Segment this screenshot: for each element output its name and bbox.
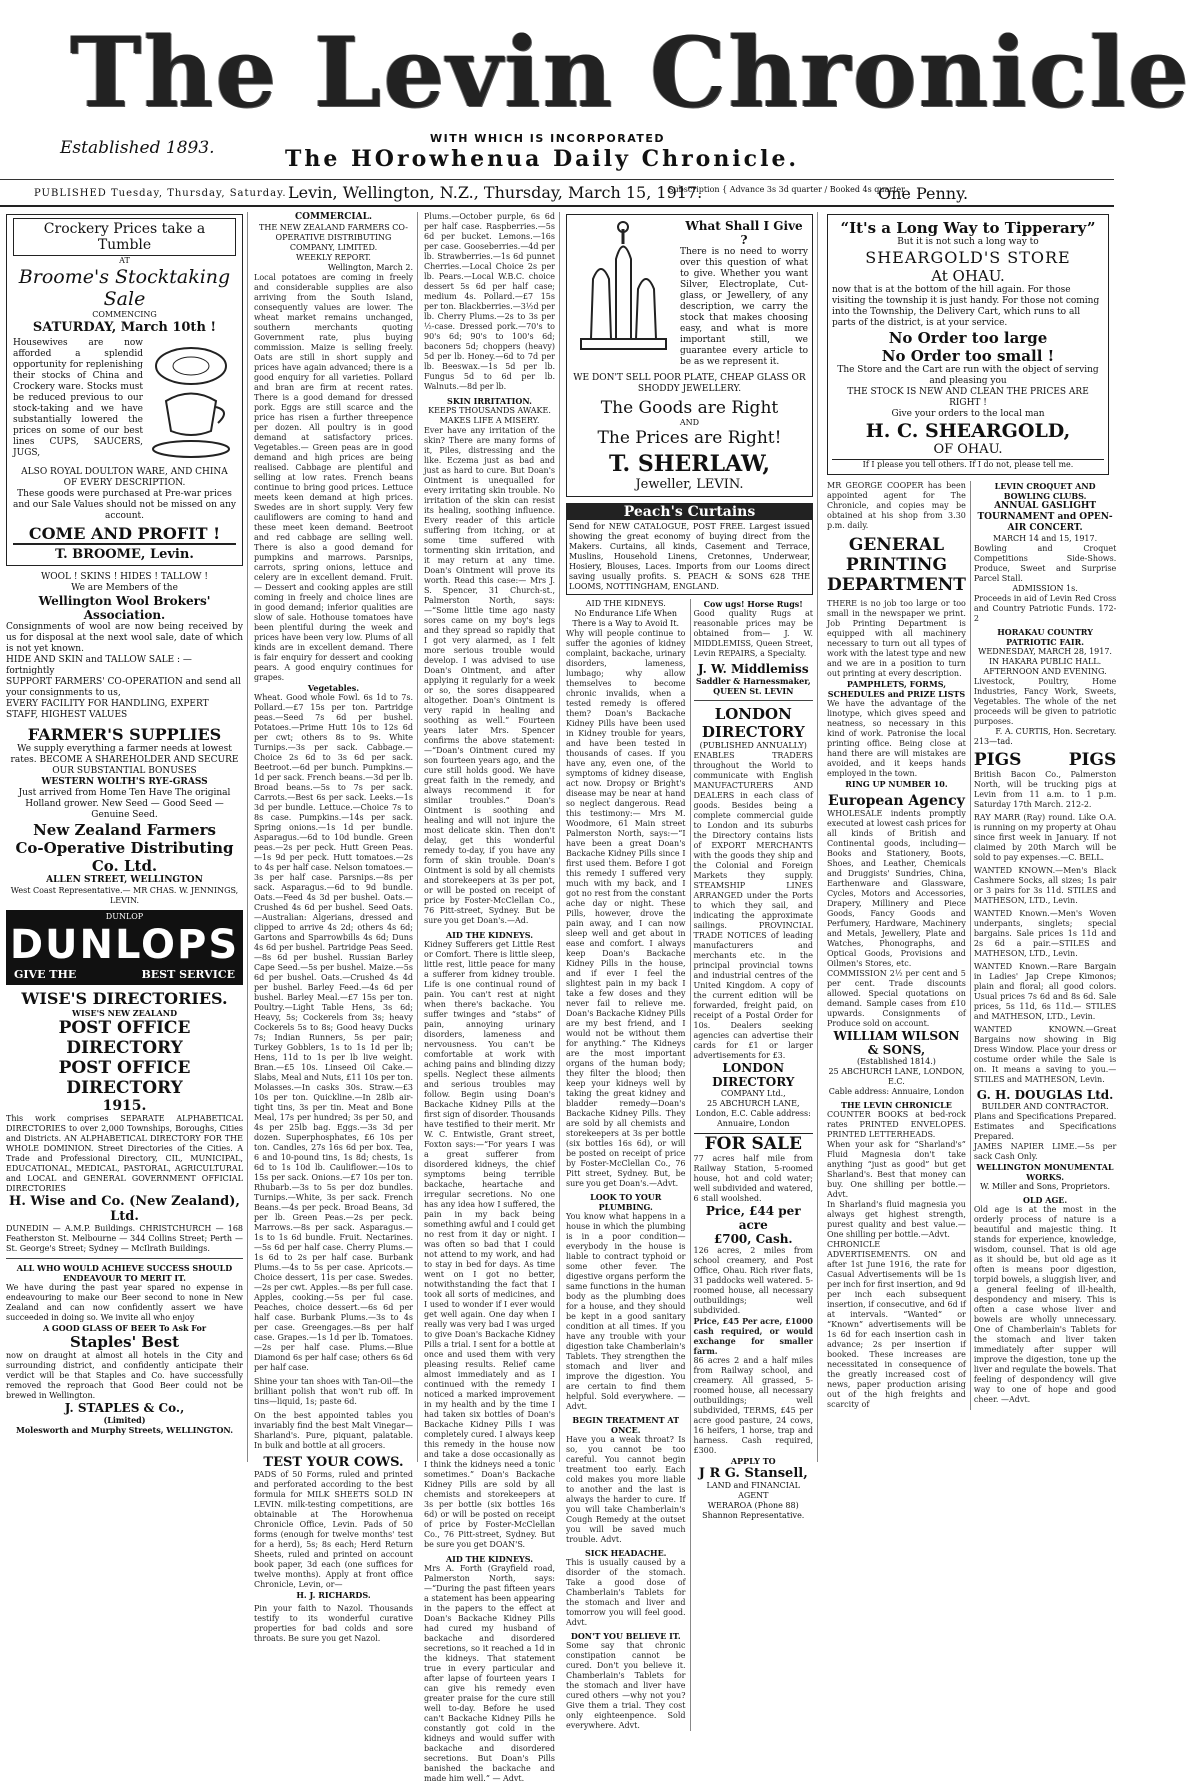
- pigs-body: British Bacon Co., Palmerston North, will be trucking pigs at Levin from 11 a.m. to 1 p.m. Saturday 17th March. 212-2.: [973, 770, 1117, 809]
- wanted-2: WANTED Known.—Men's Woven underpants, singlets; special bargains. Sale prices 1s 11d and 2s 6d a pair.—STILES and MATHESON, LTD., Levin.: [973, 909, 1117, 958]
- nazol-ad: Pin your faith to Nazol. Thousands testify to its wonderful curative properties for bad colds and sore throats. Be sure you get Nazol.: [254, 1604, 413, 1643]
- goods-right: The Goods are Right: [600, 398, 779, 418]
- crockery-illustration: [146, 341, 236, 461]
- broome-head2: Broome's Stocktaking Sale: [18, 266, 231, 310]
- stansell-sub: LAND and FINANCIAL AGENT: [706, 1481, 800, 1500]
- sale1-price: Price, £44 per acre: [705, 1204, 801, 1232]
- croquet-proc: Proceeds in aid of Levin Red Cross and Country Patriotic Funds. 172-2: [973, 594, 1117, 623]
- market-sign: F. A. CURTIS, Hon. Secretary.: [995, 727, 1117, 736]
- wise-sub: WISE'S NEW ZEALAND: [71, 1008, 178, 1018]
- malt-vinegar-ad: On the best appointed tables you invariably find the best Malt Vinegar—Sharland's. Pure, piquant, palatable. In bulk and bottle at all grocers.: [254, 1411, 413, 1450]
- admission: ADMISSION 1s.: [1012, 584, 1078, 593]
- sherlaw-ad: [566, 214, 813, 497]
- cows-body: Good quality Rugs at reasonable prices may be obtained from— J. W. MIDDLEMISS, Queen Street, Levin REPAIRS, a Specialty.: [693, 609, 813, 658]
- euro-comm: COMMISSION 2½ per cent and 5 per cent. Trade discounts allowed. Special quotations on demand. Sample cases from £10 upwards. Consignments of Produce sold on account.: [827, 969, 966, 1028]
- staples-top: ALL WHO WOULD ACHIEVE SUCCESS SHOULD ENDEAVOUR TO MERIT IT.: [16, 1263, 233, 1283]
- cruet-illustration: [571, 219, 676, 369]
- shear-stock: THE STOCK IS NEW AND CLEAN THE PRICES ARE RIGHT !: [847, 387, 1089, 408]
- old-head: OLD AGE.: [1022, 1195, 1068, 1205]
- london-head2: DIRECTORY: [701, 723, 805, 741]
- skin-body: Ever have any irritation of the skin? There are many forms of it, Piles, distressing and the like. Eczema just as bad and just as hard to cure. But Doan's Ointment is unequalled for every irritating skin trouble. No irritation of the skin can resist its healing, soothing influence. Every reader of this article suffering from itching, or at some time suffered with tormenting skin irritation, and it may return at any time. Doan's Ointment will prove its worth. Read this case:— Mrs J. S. Spencer, 31 Church-st., Palmerston North, says:—“Some little time ago nasty sores came on my boy's legs and they spread so rapidly that I got very alarmed, as I felt more serious trouble would develop. I was advised to use Doan's Ointment, and after applying it regularly for a week or so, the sores disappeared altogether. Doan's Ointment is very rapid in healing and soothing as well.” Fourteen years later Mrs. Spencer confirms the above statement:—“Doan's Ointment cured my son fourteen years ago, and the cure still holds good. We have great faith in the remedy, and always recommend it for similar troubles.” Doan's Ointment is soothing and healing and will not injure the most delicate skin. Then don't delay, get this wonderful remedy to-day, if you have any form of skin trouble. Doan's Ointment is sold by all chemists and storekeepers at 3s per pot, or will be posted on receipt of price by Foster-McClellan Co., 76 Pitt-street, Sydney. But be sure you get Doan's.—Ad.: [424, 426, 555, 925]
- dunlop-top: DUNLOP: [105, 912, 144, 921]
- newspaper-title: The Levin Chronicle: [70, 16, 1191, 129]
- stansell-addr: WERAROA (Phone 88) Shannon Representative.: [702, 1501, 805, 1520]
- dunlop-best: BEST SERVICE: [141, 968, 235, 981]
- broome-body: Housewives are now afforded a splendid opportunity for replenishing their stocks of China and Crockery ware. Stocks must be reduced previous to our stock-taking and we have substantially lowered the prices on some of our best lines CUPS, SAUCERS, JUGS,: [13, 338, 143, 458]
- douglas-sub: BUILDER AND CONTRACTOR.: [981, 1102, 1109, 1111]
- tipp-sub: But it is not such a long way to: [897, 237, 1039, 247]
- broome-come: COME AND PROFIT !: [13, 524, 236, 545]
- issue-price: One Penny.: [878, 184, 969, 203]
- established-line: Established 1893.: [60, 138, 215, 158]
- skin-sub: KEEPS THOUSANDS AWAKE. MAKES LIFE A MISERY.: [428, 406, 551, 425]
- chron-body: COUNTER BOOKS at bed-rock rates PRINTED ENVELOPES. PRINTED LETTERHEADS.: [827, 1110, 966, 1139]
- kidney3-head: AID THE KIDNEYS.: [585, 599, 666, 608]
- column-5: [823, 212, 1117, 1462]
- farmers-just: Just arrived from Home Ten Have The original Holland grower. New Seed — Good Seed — Genuine Seed.: [18, 788, 231, 820]
- column-4: [562, 212, 818, 1730]
- prices-list: Wheat. Good whole Fowl. 6s 1d to 7s. Pollard.—£7 15s per ton. Partridge peas.—Seed 7s 6d per bushel. Potatoes.—Prime Hutt 10s to 12s 6d per cwt; others 8s to 9s. White Turnips.—3s per sack. Cabbage.—Choice 2s 6d to 3s 6d per sack. Beetroot.—6d per bunch. Pumpkins.—1d per sack. French beans.—3d per lb. Broad beans.—5s to 7s per sack. Carrots.—Best 6s per sack. Leeks.—1s 3d per bundle. Lettuce.—Choice 7s to 8s case. Pumpkins.—14s per sack. Spring onions.—1s 1d per bundle. Asparagus.—6d to 10d bundle. Green peas.—2s per peck. Hutt Green Peas.—1s 9d per peck. Hutt tomatoes.—2s to 4s per half case. Nelson tomatoes.—3s per half case. Parsnips.—8s per sack. Asparagus.—6d to 9d bundle. Oats.—Feed 4s 3d per bushel. Oats.—Crushed 4s 6d per bushel. Seed Oats.—Australian: Algerians, dressed and clipped to arrive 4s 2d; others 4s 6d; Gartons and Sparrowbills 4s 6d; Duns 4s 6d per bushel. Partridge Peas Seed.—8s 6d per bushel. Russian Barley Cape Seed.—5s per bushel. Maize.—5s 6d per bushel. Oats.—Crushed 4s 4d per bushel. Barley Feed.—4s 6d per bushel. Barley Meal.—£7 15s per ton. Poultry.—Light Table Hens, 3s 6d; Heavy, 5s; Cockerels from 3s; heavy Cockerels 5s to 8s; Good heavy Ducks 7s; Indian Runners, 5s per pair; Turkey Gobblers, 1s to 1s 1d per lb; Hens, 11d to 1s per lb live weight. Bran.—£5 10s. Linseed Oil Cake.—Slabs, Meal and Nuts, £11 10s per ton. Molasses.—In casks 30s. Straw.—£3 10s per ton. Quickline.—In 28lb air-tight tins, 3s per tin. Meat and Bone Meal, 17s per hundred; 3s per 50, and 4s per 25lb bag. Eggs.—3s 3d per dozen. Superphosphates, £6 10s per ton. Candles, 27s 16s 6d per box. Tea, 6 and 10-pound tins, 1s 8d; chests, 1s 6d to 1s 10d lb. Cauliflower.—10s to 15s per sack. Onions.—£7 10s per ton. Rhubarb.—3s to 5s per doz bundles. Turnips.—White, 3s per sack. French Beans.—4s per peck. Broad Beans, 3d per lb. Green Peas.—2s per peck. Marrows.—8s per sack. Asparagus.—1s to 1s 6d bundle. Fruit. Nectarines.—5s 6d per half case. Cherry Plums.—1s 6d to 2s per half case. Burbank Plums.—4s to 5s per case. Apricots.—Choice dessert, 11s per case. Swedes.—2s per cwt. Apples.—8s per full case. Apples, cooking.—5s per ful case. Peaches, choice dessert.—6s 6d per half case. Burbank Plums.—3s to 4s per case. Greengages.—8s per half case. Grapes.—1s 1d per lb. Tomatoes.—2s per half case. Plums.—Blue Diamond 6s per half case; others 6s 6d per half case.: [254, 693, 413, 1372]
- staples-body: We have during the past year spared no expense in endeavouring to make our Beer second to none in New Zealand and can now confidently assert we have succeeded in doing so. We invite all who enjoy: [6, 1283, 243, 1322]
- gen-we: We have the advantage of the linotype, which gives speed and neatness, so necessary in this kind of work. Patronise the local printing office. Being close at hand there are will mistakes are avoided, and it keeps hands employed in the town.: [827, 699, 966, 778]
- nzf-head: New Zealand Farmers: [33, 821, 216, 839]
- sale1-cash: £700, Cash.: [713, 1232, 793, 1246]
- shear-at: At OHAU.: [931, 267, 1005, 285]
- london-sub: (PUBLISHED ANNUALLY): [699, 741, 807, 750]
- market-hall: IN HAKARA PUBLIC HALL.: [989, 657, 1102, 666]
- kidney2-head: AID THE KIDNEYS.: [445, 1554, 534, 1564]
- monument-sub: W. Miller and Sons, Proprietors.: [980, 1182, 1111, 1191]
- column-2: [250, 212, 418, 1643]
- sale-head: FOR SALE: [694, 1133, 814, 1154]
- farmers-body: We supply everything a farmer needs at lowest rates. BECOME A SHAREHOLDER AND SECURE OUR SUBSTANTIAL BONUSES: [10, 744, 239, 776]
- wise-sign: H. Wise and Co. (New Zealand), Ltd.: [9, 1194, 240, 1224]
- sale3: 86 acres 2 and a half miles from Railway school, and creamery. All grassed, 5-roomed house, all necessary outbuildings; well subdivided, TERMS, £45 per acre good pasture, 24 cows, 16 heifers, 1 horse, trap and harness. Cash required, £300.: [693, 1356, 813, 1455]
- prices-head: Vegetables.: [307, 683, 360, 693]
- croquet-sub: ANNUAL GASLIGHT TOURNAMENT and OPEN-AIR CONCERT.: [977, 501, 1113, 533]
- wool-members: We are Members of the: [71, 583, 178, 593]
- market-time: AFTERNOON AND EVENING.: [983, 667, 1107, 676]
- farmers-rye: WESTERN WOLTH'S RYE-GRASS: [41, 777, 208, 787]
- market-date: WEDNESDAY, MARCH 28, 1917.: [978, 647, 1112, 656]
- sale1: 77 acres half mile from Railway Station, 5-roomed house, hot and cold water; well subdivided and watered, 6 stall woolshed.: [693, 1154, 813, 1203]
- broome-note: These goods were purchased at Pre-war prices and our Sale Values should not be missed on any account.: [13, 489, 236, 521]
- sick-head: SICK HEADACHE.: [585, 1548, 667, 1558]
- pigs-head: PIGS PIGS: [973, 750, 1117, 770]
- london-head1: LONDON: [714, 705, 792, 723]
- peach-ad: [566, 503, 813, 595]
- douglas-body: Plans and Specifications Prepared. Estimates and Specifications Prepared.: [973, 1112, 1117, 1141]
- dateline-bar: [0, 179, 1114, 207]
- no-small: No Order too small !: [881, 347, 1055, 365]
- market-ref: 213—tad.: [973, 737, 1013, 746]
- wise-body: This work comprises SEPARATE ALPHABETICAL DIRECTORIES to over 2,000 Townships, Boroughs, Cities and Districts. AN ALPHABETICAL DIRECTORY FOR THE WHOLE DOMINION. Street Directories of the Cities. A Trade and Professional Directory, CIL, MUNICIPAL, EDUCATIONAL, MEDICAL, PASTORAL, AGRICULTURAL and LOCAL and GENERAL GOVERNMENT OFFICIAL DIRECTORIES: [6, 1114, 243, 1193]
- sale2: 126 acres, 2 miles from school creamery, and Post Office, Ohau. Rich river flats, 31 paddocks well watered. 5-roomed house, all necessary outbuildings; well subdivided.: [693, 1246, 813, 1315]
- report-body: Local potatoes are coming in freely and considerable supplies are also arriving from the South Island, consequently values are lower. The wheat market remains unchanged, southern merchants quoting Government rate, plus buying commission. Maize is selling freely. Oats are still in short supply and prices have again advanced; there is a good enquiry for all varieties. Pollard and bran are firm at recent rates. There is a good demand for dressed pork. Eggs are still scarce and the price has risen a further threepence per dozen. All poultry is in good demand at satisfactory prices. Vegetables.— Green peas are in good demand and high prices are being realised. Cabbage are plentiful and selling at low rates. French beans continue to bring good prices. Lettuce meets keen demand at high prices. Swedes are in short supply. Very few cauliflowers are coming to hand and these meet keen demand. Beetroot and red cabbage are selling well. There is also a good demand for pumpkins and marrows. Parsnips, carrots, spring onions, lettuce and celery are in excellent demand. Fruit.— Dessert and cooking apples are still coming in freely and choice lines are in good demand; inferior qualities are slow of sale. Hothouse tomatoes have been plentiful during the week and prices have been very low. Plums of all kinds are in excellent demand. There is fair enquiry for dessert and cooking pears. A good enquiry continues for grapes.: [254, 273, 413, 682]
- column-3: [420, 212, 560, 1783]
- endure-body: Why will people continue to suffer the agonies of kidney complaint, backache, urinary disorders, lameness, lumbago; why allow themselves to become chronic invalids, when a tested remedy is offered them? Doan's Backache Kidney Pills have been used in Kidney trouble for years, and have been tested in thousands of cases. If you have any, even one, of the symptoms of kidney disease, act now. Dropsy or Bright's disease may be near at hand so neglect dangerous. Read this testimony:— Mrs M. Woodmore, 61 Main street Palmerston North, says:—“I have been a great Doan's Backache Kidney Pills since I first used them. Before I got this remedy I suffered very much with my back, and I got no rest from the constant ache day or night. These Pills, however, drove the pain away, and I can now sleep well and get about in ease and comfort. I always keep Doan's Backache Kidney Pills in the house, and if ever I feel the slightest pain in my back I take a few doses and they never fail to relieve me. Doan's Backache Kidney Pills are my best friend, and I would not be without them for anything.” The Kidneys are the most important organs of the human body; they filter the blood; then keep your kidneys well by taking the great kidney and bladder remedy—Doan's Backache Kidney Pills. They are sold by all chemists and storekeepers at 3s per bottle (six bottles 16s 6d), or will be posted on receipt of price by Foster-McClellan Co., 76 Pitt street, Sydney. But, be sure you get Doan's.—Advt.: [566, 629, 686, 1188]
- wanted-1: WANTED KNOWN.—Men's Black Cashmere Socks, all sizes; 1s pair or 3 pairs for 3s 11d. STILES and MATHESON, LTD., Levin.: [973, 866, 1117, 905]
- tan-oil-ad: Shine your tan shoes with Tan-Oil—the brilliant polish that won't rub off. In tins—liquid, 1s; paste 6d.: [254, 1377, 413, 1406]
- broome-at: AT: [119, 256, 130, 265]
- dunlop-give: GIVE THE: [14, 968, 77, 981]
- london-co: LONDON DIRECTORY: [712, 1061, 795, 1089]
- sheargold-ad: [827, 214, 1109, 475]
- farmers-head: FARMER'S SUPPLIES: [27, 725, 222, 744]
- london-addr: 25 ABCHURCH LANE, London, E.C. Cable address: Annuaire, London: [695, 1099, 811, 1128]
- wanted-3: WANTED Known.—Rare Bargain in Ladies' Jap Crepe Kimonos; plain and floral; all good colors. Usual prices 7s 6d and 8s 6d. Sale prices, 5s 11d, 6s 11d.— STILES and MATHESON, LTD., Levin.: [973, 962, 1117, 1021]
- staples-addr: Molesworth and Murphy Streets, WELLINGTON.: [15, 1425, 234, 1435]
- we-dont: WE DON'T SELL POOR PLATE, CHEAP GLASS OR SHODDY JEWELLERY.: [573, 373, 806, 394]
- dont-head: DON'T YOU BELIEVE IT.: [570, 1631, 681, 1641]
- magnesia-ad: When your ask for “Sharland's” Fluid Magnesia don't take anything “just as good” but get Sharland's. Best that money can buy. One shilling per bottle.—Advt.: [827, 1140, 966, 1199]
- wise-head: WISE'S DIRECTORIES.: [21, 989, 228, 1008]
- issue-date: Levin, Wellington, N.Z., Thursday, March 15, 1917.: [288, 183, 703, 202]
- commercial-head: COMMERCIAL.: [294, 212, 373, 222]
- peach-head: Peach's Curtains: [567, 504, 812, 520]
- napier-lime: JAMES NAPIER LIME.—5s per sack Cash Only.: [973, 1142, 1117, 1161]
- midd-addr: QUEEN St. LEVIN: [713, 686, 794, 696]
- wws-name: WILLIAM WILSON & SONS,: [833, 1029, 960, 1057]
- endure-head: No Endurance Life When There is a Way to Avoid It.: [572, 609, 680, 628]
- skin-head: SKIN IRRITATION.: [447, 396, 532, 406]
- stansell-name: J R G. Stansell,: [698, 1466, 808, 1481]
- monument-name: WELLINGTON MONUMENTAL WORKS.: [976, 1162, 1114, 1182]
- wise-year: 1915.: [102, 1098, 147, 1114]
- begin-head: BEGIN TREATMENT AT ONCE.: [572, 1415, 680, 1435]
- daily-chronicle-title: The HOrowhenua Daily Chronicle.: [285, 146, 800, 172]
- wws-est: (Established 1814.): [856, 1057, 936, 1066]
- weekly-report: WEEKLY REPORT.: [296, 253, 371, 262]
- shear-cart: The Store and the Cart are run with the object of serving and pleasing you: [837, 365, 1099, 386]
- sherlaw-name: T. SHERLAW,: [609, 451, 770, 477]
- nzf-rep: West Coast Representative.— MR CHAS. W. JENNINGS, LEVIN.: [10, 886, 239, 905]
- market-head: HORAKAU COUNTRY PATRIOTIC FAIR.: [997, 627, 1093, 647]
- euro-head: European Agency: [828, 793, 965, 809]
- wise-pod2: POST OFFICE DIRECTORY: [58, 1058, 191, 1098]
- subscription-rates: Subscription { Advance 3s 3d quarter / Booked 4s quarter: [668, 185, 905, 194]
- staples-ltd: (Limited): [103, 1415, 146, 1425]
- ray-marr: RAY MARR (Ray) round. Like O.A. is running on my property at Ohau since first week in January. If not claimed by 20th March will be sold to pay expenses.—C. BELL.: [973, 813, 1117, 862]
- broome-date: SATURDAY, March 10th !: [32, 320, 217, 335]
- shear-name: H. C. SHEARGOLD,: [865, 420, 1071, 442]
- chron-head: THE LEVIN CHRONICLE: [841, 1100, 952, 1110]
- sick-body: This is usually caused by a disorder of the stomach. Take a good dose of Chamberlain's Tablets for the stomach and liver and tomorrow you will feel good. Advt.: [566, 1558, 686, 1627]
- midd-head: J. W. Middlemiss: [697, 662, 809, 676]
- staples-name: Staples' Best: [69, 1333, 180, 1351]
- nzf-addr: ALLEN STREET, WELLINGTON: [46, 875, 203, 885]
- apply-to: APPLY TO: [730, 1456, 776, 1466]
- wool-support: SUPPORT FARMERS' CO-OPERATION and send all your consignments to us,: [6, 677, 241, 698]
- wool-assoc: Wellington Wool Brokers' Association.: [38, 594, 211, 622]
- ring-up: RING UP NUMBER 10.: [845, 779, 948, 789]
- gen-head: GENERAL PRINTING DEPARTMENT: [827, 535, 966, 595]
- wws-addr: 25 ABCHURCH LANE, LONDON, E.C.: [828, 1067, 965, 1086]
- wool-head: WOOL ! SKINS ! HIDES ! TALLOW !: [41, 572, 208, 582]
- shear-body: now that is at the bottom of the hill again. For those visiting the township it is just handy. For those not coming into the Township, the Delivery Cart, which runs to all parts of the district, is at your service.: [832, 285, 1100, 328]
- broome-head1: Crockery Prices take a Tumble: [13, 218, 236, 256]
- dunlop-logo: DUNLOPS: [9, 922, 240, 968]
- test-head: TEST YOUR COWS.: [263, 1455, 404, 1470]
- wise-pod1: POST OFFICE DIRECTORY: [58, 1018, 191, 1058]
- jeweller-line: Jeweller, LEVIN.: [635, 477, 744, 492]
- fruit-prices: Plums.—October purple, 6s 6d per half case. Raspberries.—5s 6d per bucket. Lemons.—16s per case. Gooseberries.—4d per lb. Strawberries.—1s 6d punnet Cherries.—Local Choice 2s per lb. Pears.—Local W.B.C. choice dessert 5s 6d per half case; medium 4s. Pollard.—£7 15s per ton. Blackberries.—3½d per lb. Cherry Plums.—2s to 3s per ½-case. Dressed pork.—70's to 90's 6d; 90's to 100's 6d; baconers 5d; choppers (heavy) 5d per lb. Honey.—6d to 7d per lb. Beeswax.—1s 5d per lb. Fungus 5d to 6d per lb. Walnuts.—8d per lb.: [424, 212, 555, 391]
- market-body: Livestock, Poultry, Home Industries, Fancy Work, Sweets, Vegetables. The whole of the net proceeds will be given to patriotic purposes.: [973, 677, 1117, 726]
- nzf-head2: Co-Operative Distributing Co. Ltd.: [15, 839, 234, 875]
- and-line: AND: [679, 418, 700, 427]
- croquet-body: Bowling and Croquet Competitions Side-Shows. Produce, Sweet and Surprise Parcel Stall.: [973, 544, 1117, 583]
- eczema-ad: In Sharland's fluid magnesia you always get highest strength, purest quality and best value.—One shilling per bottle.—Advt.: [827, 1200, 966, 1239]
- what-head: What Shall I Give ?: [685, 219, 803, 247]
- no-large: No Order too large: [888, 329, 1048, 347]
- croquet-date: MARCH 14 and 15, 1917.: [993, 534, 1098, 543]
- test-body: PADS of 50 Forms, ruled and printed and perforated according to the best formula for MILK SHEETS SOLD IN LEVIN. milk-testing competitions, are obtainable at The Horowhenua Chronicle Office, Levin. Pads of 50 forms (enough for twelve months' test for a herd), 5s; 8s each; Herd Return Sheets, ruled and printed on account book paper, 3d each (one suffices for twelve months). Apply at front office Chronicle, Levin, or—: [254, 1470, 413, 1589]
- douglas-name: G. H. DOUGLAS Ltd.: [976, 1088, 1114, 1102]
- staples-glass: A GOOD GLASS OF BEER To Ask For: [42, 1323, 207, 1333]
- croquet-head: LEVIN CROQUET AND BOWLING CLUBS.: [994, 481, 1096, 501]
- wws-cable: Cable address: Annuaire, London: [828, 1087, 965, 1096]
- kidney-body: Kidney Sufferers get Little Rest or Comfort. There is little sleep, little rest, little peace for many a sufferer from kidney trouble. Life is one continual round of pain. You can't rest at night when there's backache. You suffer twinges and “stabs” of pain, annoying urinary disorders, lameness and nervousness. You can't be comfortable at work with aching pains and blinding dizzy spells. Neglect these ailments and serious troubles may follow. Begin using Doan's Backache Kidney Pills at the first sign of disorder. Thousands have testified to their merit. Mr W. C. Entwistle, Grant street, Foxton says:—“For years I was a great sufferer from disordered kidneys, the chief symptoms being terrible backache, heartache and irregular secretions. No one has any idea how I suffered, the pain in my back being something awful and I could get no rest from it day or night. I was often so bad that I could not attend to my work, and had to stay in bed for days. As time went on I got no better, notwithstanding the fact that I took all sorts of medicines, and I used to wonder if I ever would get well again. One day when I really was very bad I was urged to give Doan's Backache Kidney Pills a trial. I sent for a bottle at once and used them with very pleasing results. Relief came almost immediately and as I continued with the remedy I noticed a marked improvement in my health and by the time I had taken six bottles of Doan's Backache Kidney Pills I was completely cured. I always keep this remedy in the house now and take a dose occasionally as I think the kidneys need a tonic sometimes.” Doan's Backache Kidney Pills are sold by all chemists and storekeepers at 3s per bottle (six bottles 16s 6d) or will be posted on receipt of price by Foster-McClellan Co., 76 Pitt-street, Sydney. But be sure you get DOAN'S.: [424, 940, 555, 1549]
- gen-body: THERE is no job too large or too small in the newspaper we print. Job Printing Department is equipped with all machinery necessary to turn out all types of work with the latest type and new and we are in a position to turn out printing at every description.: [827, 599, 966, 678]
- midd-sub: Saddler & Harnessmaker,: [695, 676, 811, 686]
- gen-pamph: PAMPHLETS, FORMS, SCHEDULES and PRIZE LISTS: [827, 679, 966, 699]
- kidney2-body: Mrs A. Forth (Grayfield road, Palmerston North, says:—“During the past fifteen years a statement has been appearing in the papers to the effect at Doan's Backache Kidney Pills had cured my husband of backache and disordered secretions, so it reached a 1d in the kidneys. That statement true in every particular and after lapse of fourteen years I can give his remedy even greater praise for the cure still well to-day. Before he used can't Backache Kidney Pills he constantly got cold in the kidneys and would suffer with backache and disordered secretions. But Doan's Pills banished the backache and made him well.” — Advt.: [424, 1564, 555, 1783]
- staples-sign: J. STAPLES & Co.,: [64, 1401, 185, 1415]
- prices-right: The Prices are Right!: [597, 428, 782, 448]
- dont-body: Some say that chronic constipation cannot be cured. Don't you believe it. Chamberlain's Tablets for the stomach and liver have cured others —why not you? Give them a trial. They cost only eighteenpence. Sold everywhere. Advt.: [566, 1641, 686, 1730]
- masthead: [0, 0, 1191, 185]
- staples-body2: now on draught at almost all hotels in the City and surrounding district, and confidently anticipate their verdict will be that Staples and Co. have successfully removed the reproach that Good Beer could not be brewed in Wellington.: [6, 1351, 243, 1400]
- dunlop-ad: [6, 910, 243, 985]
- begin-body: Have you a weak throat? Is so, you cannot be too careful. You cannot begin treatment too early. Each cold makes you more liable to another and the last is always the harder to cure. If you will take Chamberlain's Cough Remedy at the outset you will be saved much trouble. Advt.: [566, 1435, 686, 1544]
- wool-every: EVERY FACILITY FOR HANDLING, EXPERT STAFF, HIGHEST VALUES: [6, 699, 209, 720]
- what-body: There is no need to worry over this question of what to give. Whether you want Silver, Electroplate, Cut-glass, or Jewellery, of any description, we carry the stock that makes choosing easy, and what is more important still, we guarantee every article to be as we represent it.: [680, 247, 808, 367]
- chron-ads: CHRONICLE ADVERTISEMENTS. ON and after 1st June 1916, the rate for Casual Advertisements will be 1s per inch for first insertion, and 9d per inch each subsequent insertion, if consecutive, and 6d if at intervals. “Wanted” or “Known” advertisements will be 1s 6d for each insertion cash in advance; 2s per insertion if booked. These increases are necessitated in consequence of the greatly increased cost of news, paper production arising out of the high freights and scarcity of: [827, 1240, 966, 1409]
- plumb-body: You know what happens in a house in which the plumbing is in a poor condition—everybody in the house is liable to contract typhoid or some other fever. The digestive organs perform the same functions in the human body as the plumbing does for a house, and they should be kept in a good sanitary condition at all times. If you have any trouble with your digestion take Chamberlain's Tablets. They strengthen the stomach and liver and improve the digestion. You are certain to find them helpful. Sold everywhere. —Advt.: [566, 1212, 686, 1411]
- peach-body: Send for NEW CATALOGUE, POST FREE. Largest issued showing the great economy of buying direct from the Makers. Curtains, all kinds, Casement and Terrace, Muslins, Household Linens, Cretonnes, Underwear, Hosiery, Blouses, Laces. Imports from our Looms direct saving usually profits. S. PEACH & SONS 628 THE LOOMS, NOTTINGHAM, ENGLAND.: [569, 522, 810, 591]
- shear-tell: If I please you tell others. If I do not, please tell me.: [832, 459, 1104, 470]
- column-1: [2, 212, 248, 1462]
- wanted-4: WANTED KNOWN.—Great Bargains now showing in Big Dress Window. Place your dress or costume order while the Sale is on. It means a saving to you.—STILES and MATHESON, Levin.: [973, 1025, 1117, 1084]
- plumb-head: LOOK TO YOUR PLUMBING.: [590, 1192, 662, 1212]
- sale2-price: Price, £45 Per acre, £1000 cash required, or would exchange for smaller farm.: [693, 1316, 813, 1356]
- broome-also: ALSO ROYAL DOULTON WARE, AND CHINA OF EVERY DESCRIPTION.: [21, 467, 228, 488]
- wool-body: Consignments of wool are now being received by us for disposal at the next wool sale, date of which is not yet known.: [6, 622, 243, 654]
- london-body: ENABLES TRADERS throughout the World to communicate with English MANUFACTURERS AND DEALERS in each class of goods. Besides being a complete commercial guide to London and its suburbs the Directory contains lists of EXPORT MERCHANTS with the goods they ship and the Colonial and Foreign Markets they supply. STEAMSHIP LINES ARRANGED under the Ports to which they sail, and indicating the approximate sailings. PROVINCIAL TRADE NOTICES of leading manufacturers and merchants etc. in the principal provincial towns and industrial centres of the United Kingdom. A copy of the current edition will be forwarded, freight paid, on receipt of a Postal Order for 10s. Dealers seeking agencies can advertise their cards for £1 or larger advertisements for £3.: [693, 751, 813, 1060]
- incorporated-line: WITH WHICH IS INCORPORATED: [430, 132, 666, 145]
- kidney-head: AID THE KIDNEYS.: [445, 930, 534, 940]
- publish-days: PUBLISHED Tuesday, Thursday, Saturday.: [34, 188, 287, 199]
- cows-head: Cow ugs! Horse Rugs!: [703, 599, 803, 609]
- broome-sign: T. BROOME, Levin.: [55, 547, 194, 562]
- euro-body: WHOLESALE indents promptly executed at lowest cash prices for all kinds of British and Continental goods, including— Books and Stationery, Boots, Shoes, and Leather, Chemicals and Druggists' Sundries, China, Earthenware and Glassware, Cycles, Motors and Accessories, Drapery, Millinery and Piece Goods, Fancy Goods and Perfumery, Hardware, Machinery and Metals, Jewellery, Plate and Watches, Phonographs, and Optical Goods, Provisions and Oilmen's Stores, etc.: [827, 809, 966, 968]
- wool-hide: HIDE AND SKIN and TALLOW SALE : — fortnightly: [6, 655, 192, 676]
- tipp-head: “It's a Long Way to Tipperary”: [840, 219, 1096, 237]
- test-sign: H. J. RICHARDS.: [296, 1590, 371, 1600]
- shear-ohau: OF OHAU.: [933, 442, 1003, 457]
- old-body: Old age is at the most in the orderly process of nature is a beautiful and majestic thing. It stands for experience, knowledge, wisdom, counsel. That is old age as it should be, but old age as it often is means poor digestion, torpid bowels, a sluggish liver, and a general feeling of ill-health, despondency and misery. This is often a case whose liver and bowels are wholly unnecessary. One of Chamberlain's Tablets for the stomach and liver taken immediately after supper will improve the digestion, tone up the liver and regulate the bowels. That feeling of despondency will give way to one of hope and good cheer. —Advt.: [973, 1205, 1117, 1404]
- nzfc-head: THE NEW ZEALAND FARMERS CO-OPERATIVE DISTRIBUTING COMPANY, LIMITED.: [259, 223, 408, 252]
- shear-store: SHEARGOLD'S STORE: [865, 248, 1071, 267]
- broome-commencing: COMMENCING: [92, 310, 157, 319]
- report-date: Wellington, March 2.: [327, 263, 413, 272]
- cooper-notice: MR GEORGE COOPER has been appointed agent for The Chronicle, and copies may be obtained at his shop from 3.30 p.m. daily.: [827, 481, 966, 530]
- shear-give: Give your orders to the local man: [891, 409, 1045, 419]
- london-co2: COMPANY Ltd.,: [720, 1089, 786, 1098]
- wise-addr: DUNEDIN — A.M.P. Buildings. CHRISTCHURCH — 168 Featherston St. Melbourne — 344 Collins Street; Perth — St. George's Street; Sydney — McIlrath Buildings.: [6, 1224, 243, 1253]
- broome-ad: [6, 214, 243, 566]
